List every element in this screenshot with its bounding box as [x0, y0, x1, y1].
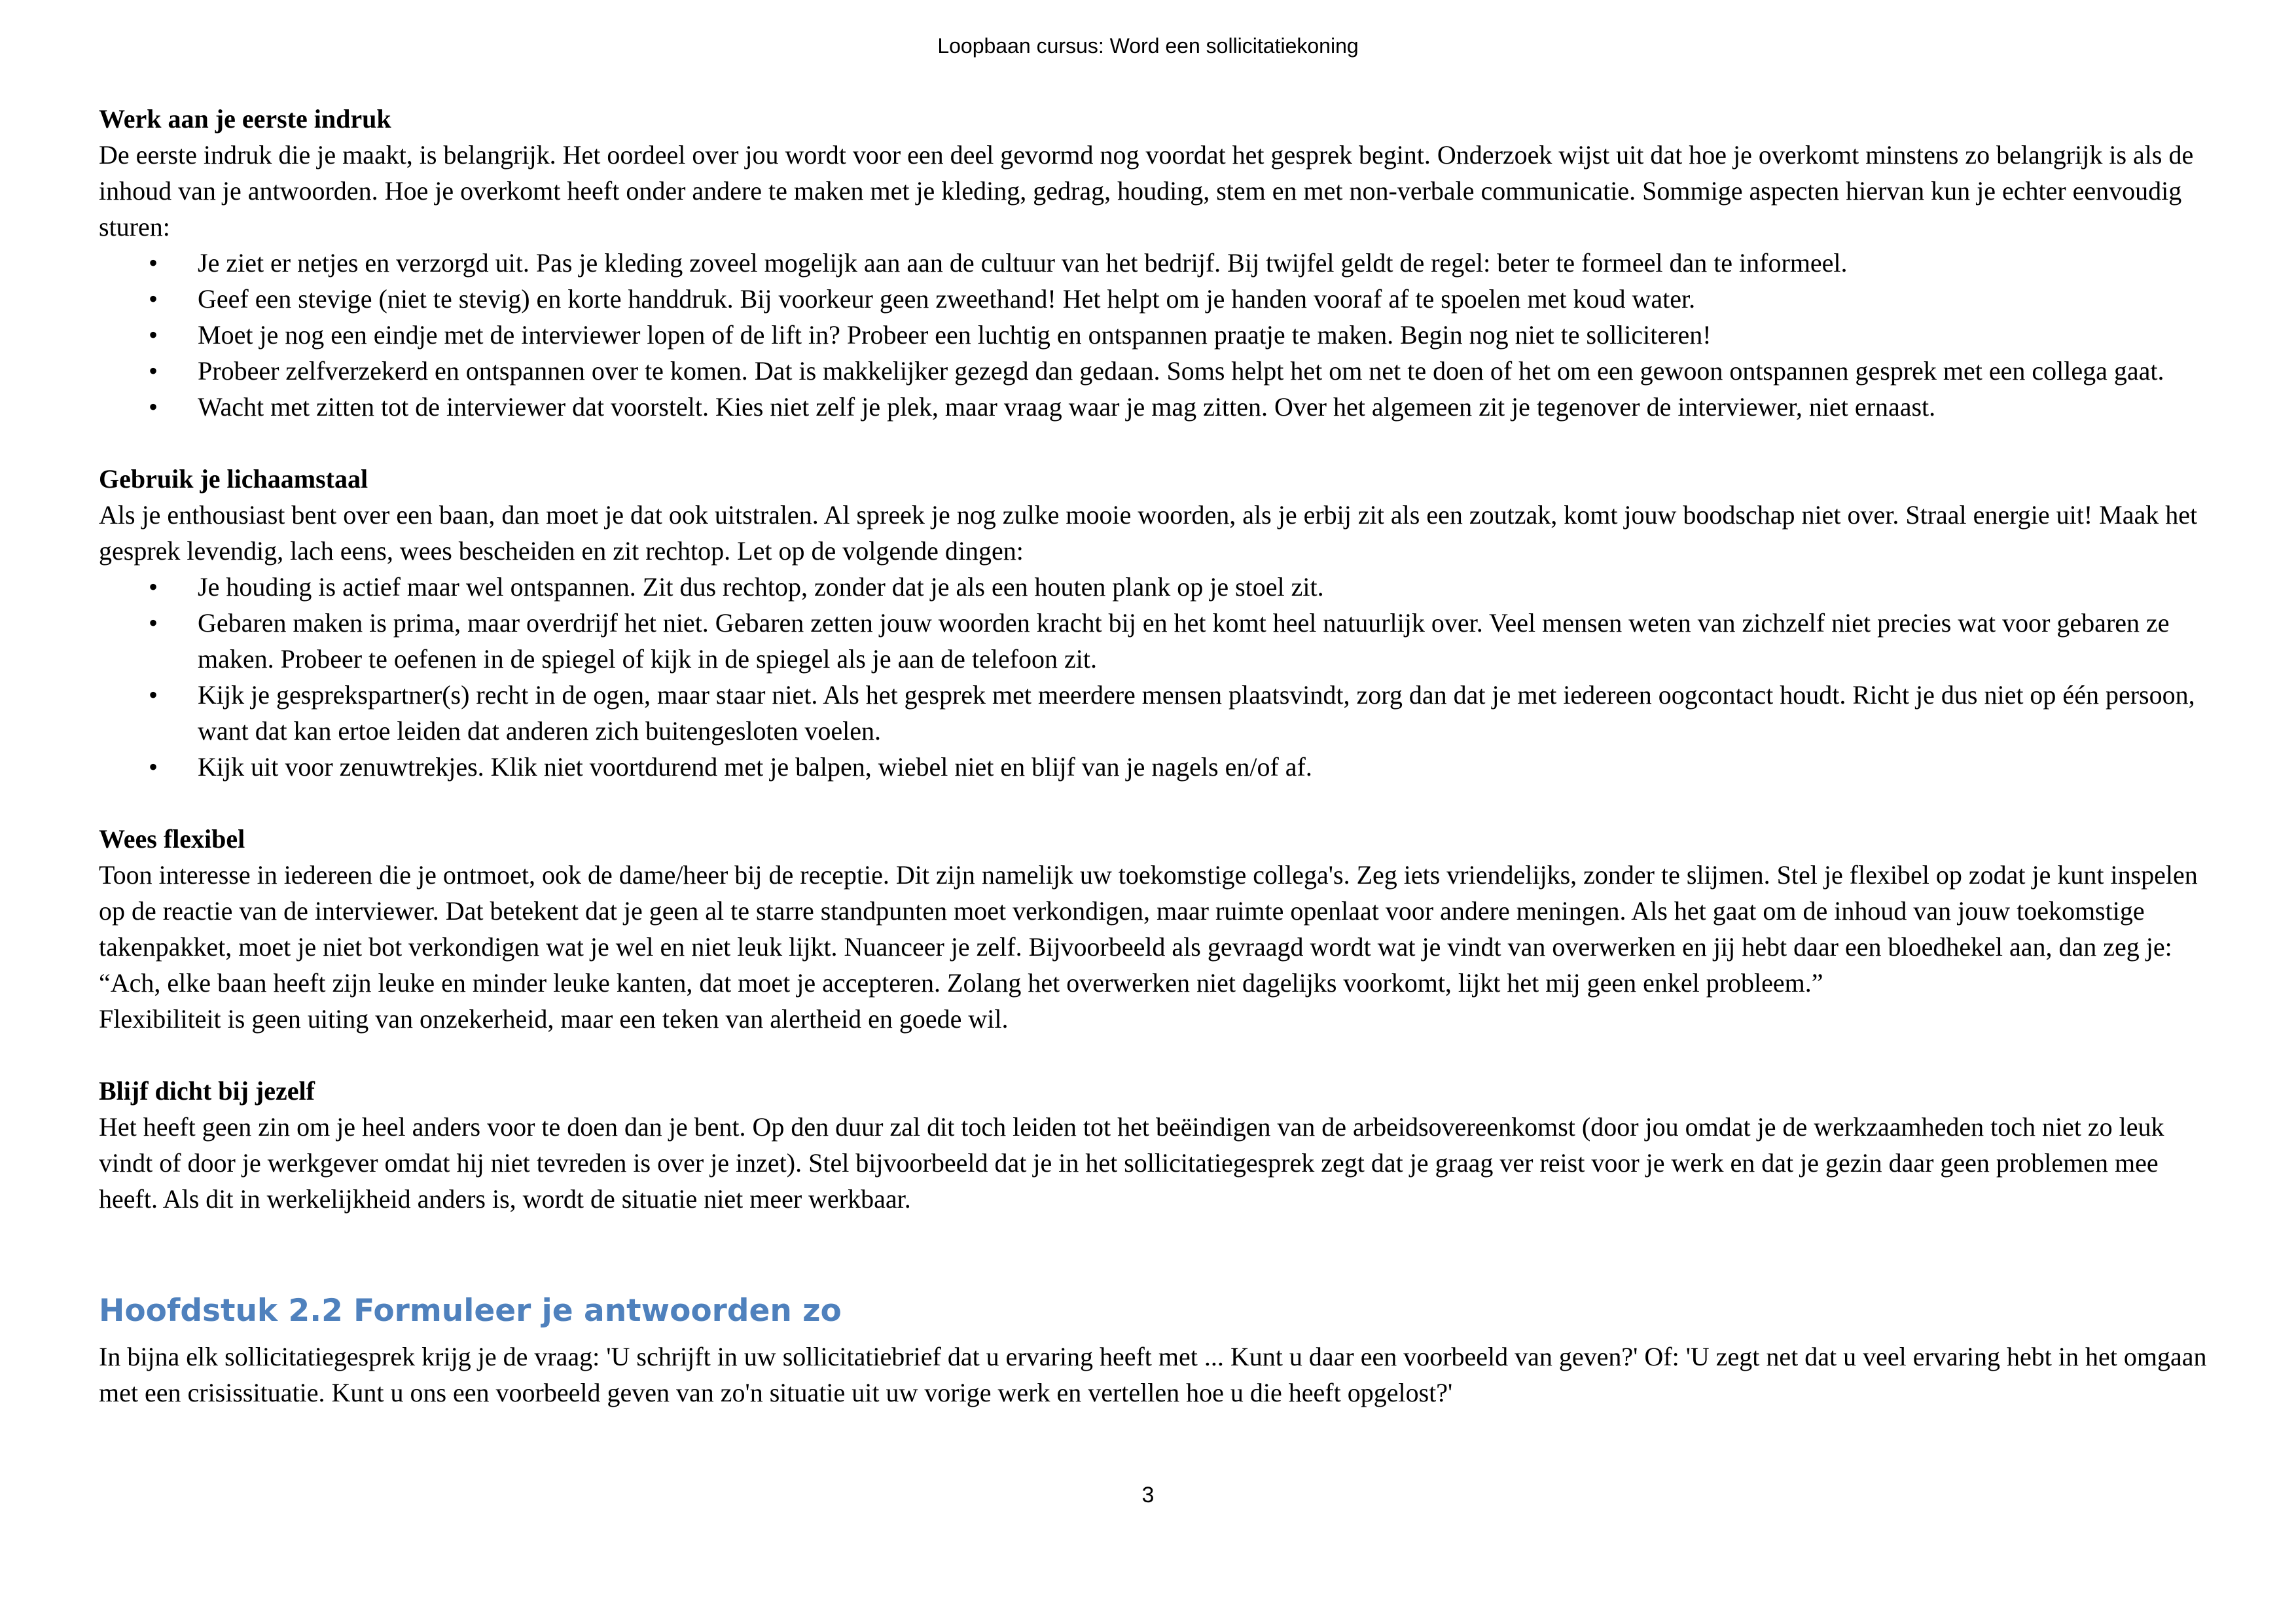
list-item: [99, 749, 2216, 785]
list-item-text: Kijk je gesprekspartner(s) recht in de ogen, maar staar niet. Als het gesprek met meerdere mensen plaatsvindt, zorg dan dat je met iedereen oogcontact houdt. Richt je dus niet op één persoon, want dat kan ertoe leiden dat anderen zich buitengesloten voelen.: [198, 680, 2195, 746]
bullet-icon: •: [149, 284, 158, 314]
section-lichaamstaal: [99, 461, 2216, 785]
section-paragraph: Het heeft geen zin om je heel anders voor te doen dan je bent. Op den duur zal dit toch leiden tot het beëindigen van de arbeidsovereenkomst (door jou omdat je de werkzaamheden toch niet zo leuk vindt of door je werkgever omdat hij niet tevreden is over je inzet). Stel bijvoorbeeld dat je in het sollicitatiegesprek zegt dat je graag ver reist voor je werk en dat je gezin daar geen problemen mee heeft. Als dit in werkelijkheid anders is, wordt de situatie niet meer werkbaar.: [99, 1112, 2164, 1214]
bullet-icon: •: [149, 320, 158, 350]
section-intro: De eerste indruk die je maakt, is belangrijk. Het oordeel over jou wordt voor een deel gevormd nog voordat het gesprek begint. Onderzoek wijst uit dat hoe je overkomt minstens zo belangrijk is als de inhoud van je antwoorden. Hoe je overkomt heeft onder andere te maken met je kleding, gedrag, houding, stem en met non-verbale communicatie. Sommige aspecten hiervan kun je echter eenvoudig sturen:: [99, 140, 2194, 242]
chapter-paragraph: In bijna elk sollicitatiegesprek krijg je de vraag: 'U schrijft in uw sollicitatiebrief dat u ervaring heeft met ... Kunt u daar een voorbeeld van geven?' Of: 'U zegt net dat u veel ervaring hebt in het omgaan met een crisissituatie. Kunt u ons een voorbeeld geven van zo'n situatie uit uw vorige werk en vertellen hoe u die heeft opgelost?': [99, 1342, 2207, 1407]
section-intro: Als je enthousiast bent over een baan, dan moet je dat ook uitstralen. Al spreek je nog zulke mooie woorden, als je erbij zit als een zoutzak, komt jouw boodschap niet over. Straal energie uit! Maak het gesprek levendig, lach eens, wees bescheiden en zit rechtop. Let op de volgende dingen:: [99, 500, 2198, 566]
list-item-text: Probeer zelfverzekerd en ontspannen over te komen. Dat is makkelijker gezegd dan gedaan. Soms helpt het om net te doen of het om een gewoon ontspannen gesprek met een collega gaat.: [198, 356, 2164, 386]
list-item-text: Moet je nog een eindje met de interviewer lopen of de lift in? Probeer een luchtig en ontspannen praatje te maken. Begin nog niet te solliciteren!: [198, 320, 1712, 350]
bullet-icon: •: [149, 608, 158, 638]
list-item: [99, 317, 2216, 353]
list-item-text: Gebaren maken is prima, maar overdrijf het niet. Gebaren zetten jouw woorden kracht bij en het komt heel natuurlijk over. Veel mensen weten van zichzelf niet precies wat voor gebaren ze maken. Probeer te oefenen in de spiegel of kijk in de spiegel als je aan de telefoon zit.: [198, 608, 2170, 674]
list-item: [99, 389, 2216, 425]
section-heading: Gebruik je lichaamstaal: [99, 464, 368, 494]
list-item-text: Geef een stevige (niet te stevig) en korte handdruk. Bij voorkeur geen zweethand! Het helpt om je handen vooraf af te spoelen met koud water.: [198, 284, 1696, 314]
bullet-list: [99, 569, 2216, 785]
list-item: [99, 353, 2216, 389]
list-item: [99, 605, 2216, 677]
list-item: [99, 569, 2216, 605]
bullet-icon: •: [149, 752, 158, 782]
bullet-icon: •: [149, 356, 158, 386]
page-content: [99, 101, 2216, 1411]
section-heading: Werk aan je eerste indruk: [99, 104, 391, 134]
list-item: [99, 677, 2216, 749]
chapter-heading: Hoofdstuk 2.2 Formuleer je antwoorden zo: [99, 1293, 842, 1329]
list-item: [99, 245, 2216, 281]
bullet-icon: •: [149, 680, 158, 710]
list-item-text: Wacht met zitten tot de interviewer dat voorstelt. Kies niet zelf je plek, maar vraag waar je mag zitten. Over het algemeen zit je tegenover de interviewer, niet ernaast.: [198, 392, 1936, 422]
bullet-list: [99, 245, 2216, 425]
bullet-icon: •: [149, 392, 158, 422]
bullet-icon: •: [149, 248, 158, 278]
list-item-text: Kijk uit voor zenuwtrekjes. Klik niet voortdurend met je balpen, wiebel niet en blijf van je nagels en/of af.: [198, 752, 1312, 782]
list-item: [99, 281, 2216, 317]
page-number: 3: [1141, 1483, 1155, 1507]
section-paragraph: Toon interesse in iedereen die je ontmoet, ook de dame/heer bij de receptie. Dit zijn namelijk uw toekomstige collega's. Zeg iets vriendelijks, zonder te slijmen. Stel je flexibel op zodat je kunt inspelen op de reactie van de interviewer. Dat betekent dat je geen al te starre standpunten moet verkondigen, maar ruimte openlaat voor andere meningen. Als het gaat om de inhoud van jouw toekomstige takenpakket, moet je niet bot verkondigen wat je wel en niet leuk lijkt. Nuanceer je zelf. Bijvoorbeeld als gevraagd wordt wat je vindt van overwerken en jij hebt daar een bloedhekel aan, dan zeg je: “Ach, elke baan heeft zijn leuke en minder leuke kanten, dat moet je accepteren. Zolang het overwerken niet dagelijks voorkomt, lijkt het mij geen enkel probleem.”: [99, 860, 2198, 998]
section-dicht-bij-jezelf: [99, 1073, 2216, 1217]
list-item-text: Je houding is actief maar wel ontspannen. Zit dus rechtop, zonder dat je als een houten plank op je stoel zit.: [198, 572, 1324, 602]
section-eerste-indruk: [99, 101, 2216, 425]
running-header: Loopbaan cursus: Word een sollicitatiekoning: [937, 34, 1359, 58]
section-flexibel: [99, 821, 2216, 1037]
section-heading: Wees flexibel: [99, 824, 245, 854]
bullet-icon: •: [149, 572, 158, 602]
list-item-text: Je ziet er netjes en verzorgd uit. Pas je kleding zoveel mogelijk aan aan de cultuur van het bedrijf. Bij twijfel geldt de regel: beter te formeel dan te informeel.: [198, 248, 1848, 278]
section-paragraph: Flexibiliteit is geen uiting van onzekerheid, maar een teken van alertheid en goede wil.: [99, 1004, 1009, 1034]
section-heading: Blijf dicht bij jezelf: [99, 1076, 315, 1106]
